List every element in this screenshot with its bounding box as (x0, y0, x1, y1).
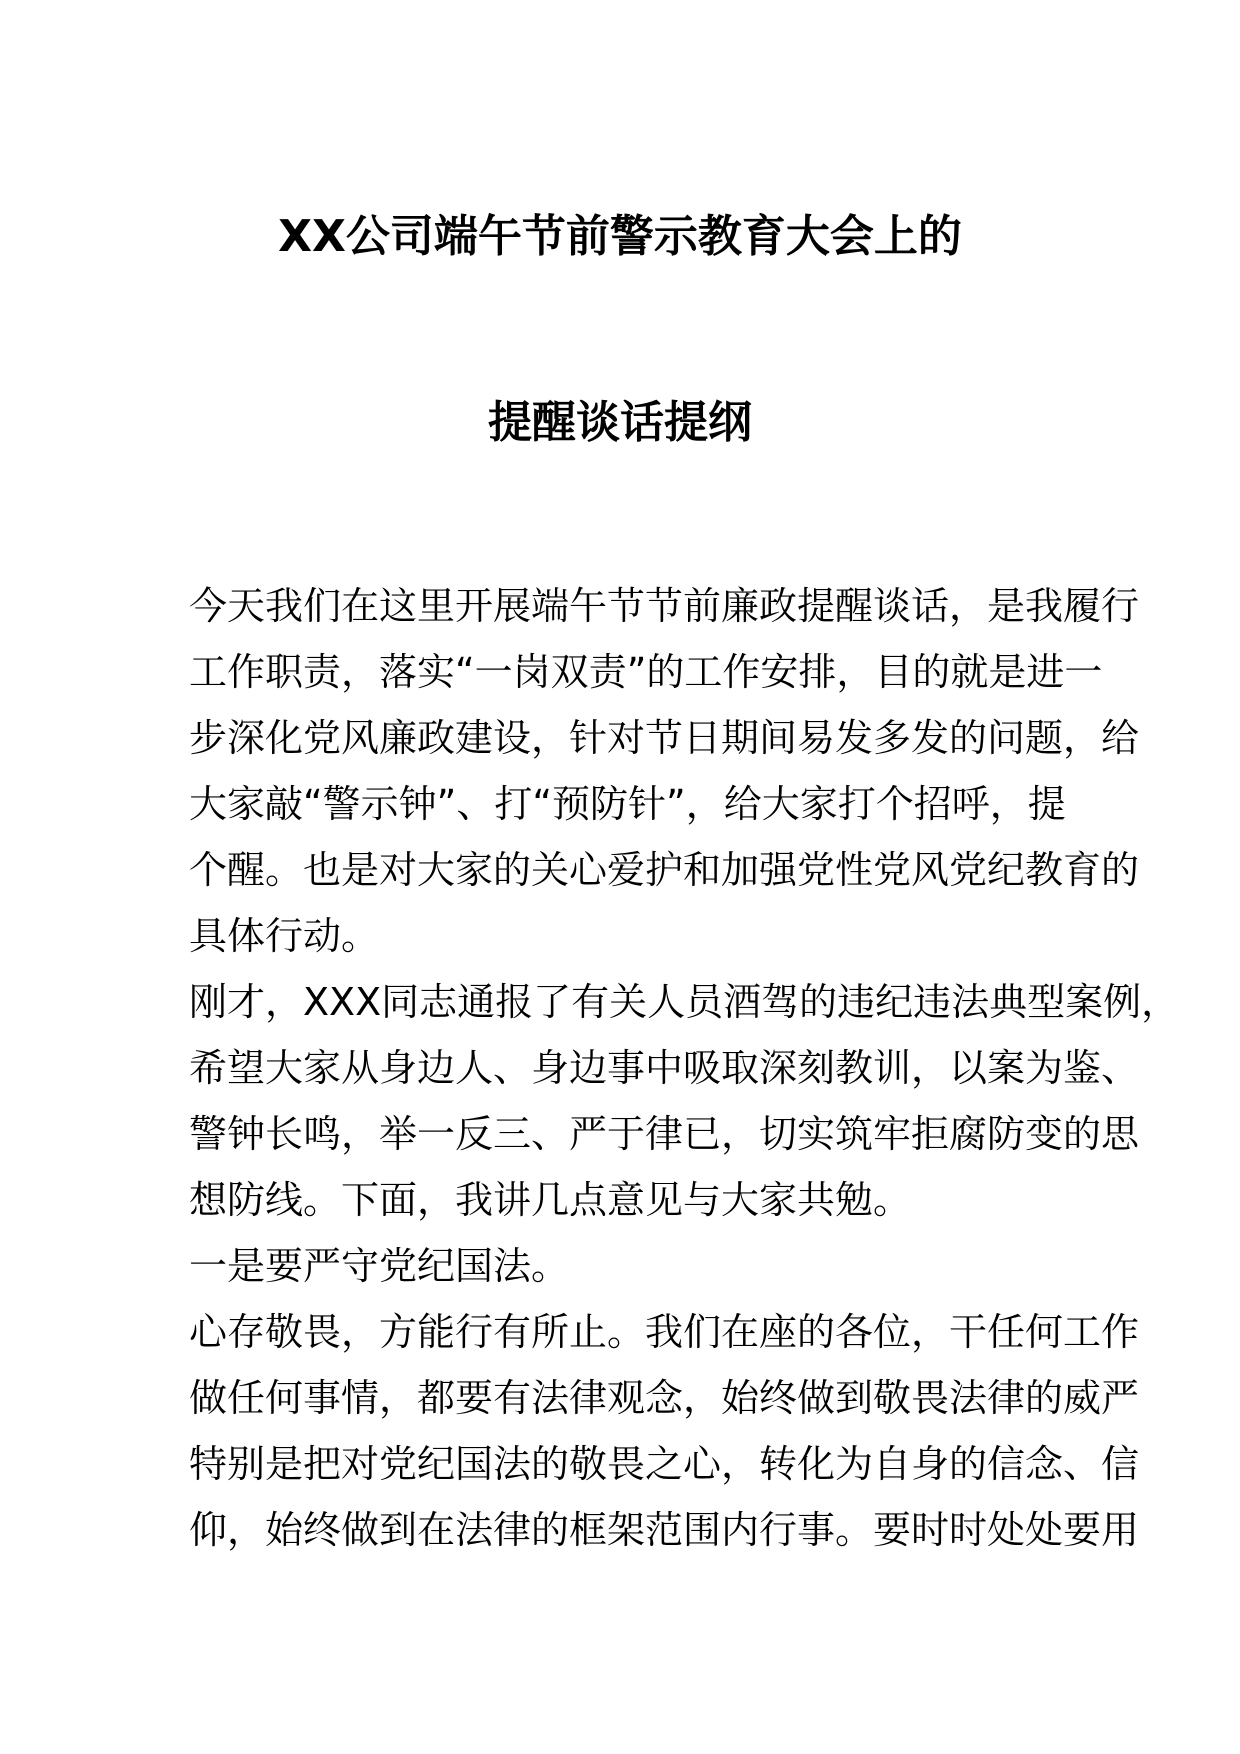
text-line: 工作职责，落实“一岗双责”的工作安排，目的就是进一 (189, 650, 1103, 694)
text-line: 步深化党风廉政建设，针对节日期间易发多发的问题，给 (189, 716, 1140, 760)
document-body (189, 573, 1180, 1563)
text-line: 心存敬畏，方能行有所止。我们在座的各位，干任何工作 (189, 1310, 1140, 1354)
text-line: 特别是把对党纪国法的敬畏之心，转化为自身的信念、信 (189, 1442, 1140, 1486)
text-line: 做任何事情，都要有法律观念，始终做到敬畏法律的威严 (189, 1376, 1140, 1420)
document-title-line-1: XX公司端午节前警示教育大会上的 (278, 211, 962, 262)
text-line: 大家敲“警示钟”、打“预防针”，给大家打个招呼，提 (189, 782, 1066, 826)
text-line: 今天我们在这里开展端午节节前廉政提醒谈话，是我履行 (189, 584, 1140, 628)
document-title-line-2: 提醒谈话提纲 (488, 397, 752, 448)
text-line: 警钟长鸣，举一反三、严于律已，切实筑牢拒腐防变的思 (189, 1112, 1140, 1156)
text-line: 想防线。下面，我讲几点意见与大家共勉。 (189, 1178, 912, 1222)
text-line: 希望大家从身边人、身边事中吸取深刻教训，以案为鉴、 (189, 1046, 1140, 1090)
text-line: 一是要严守党纪国法。 (189, 1244, 570, 1288)
text-line: 刚才，XXX同志通报了有关人员酒驾的违纪违法典型案例， (189, 980, 1180, 1024)
text-line: 具体行动。 (189, 914, 380, 958)
text-line: 仰，始终做到在法律的框架范围内行事。要时时处处要用 (189, 1508, 1140, 1552)
text-line: 个醒。也是对大家的关心爱护和加强党性党风党纪教育的 (189, 848, 1140, 892)
